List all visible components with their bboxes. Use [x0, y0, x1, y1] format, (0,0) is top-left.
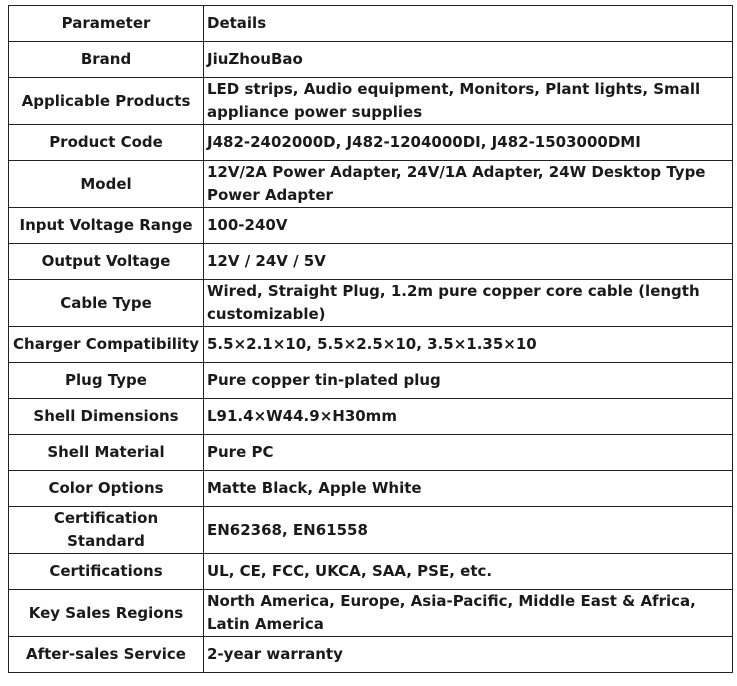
table-row: [9, 161, 733, 208]
table-row: [9, 435, 733, 471]
header-details: Details: [204, 6, 733, 42]
row-param: Plug Type: [9, 363, 204, 399]
table-row: [9, 244, 733, 280]
row-param: After-sales Service: [9, 637, 204, 673]
table-row: [9, 327, 733, 363]
row-details: 12V / 24V / 5V: [204, 244, 733, 280]
table-row: [9, 399, 733, 435]
row-param: Input Voltage Range: [9, 208, 204, 244]
table-row: [9, 125, 733, 161]
row-details: 100-240V: [204, 208, 733, 244]
table-row: [9, 280, 733, 327]
header-parameter: Parameter: [9, 6, 204, 42]
table-row: [9, 637, 733, 673]
row-details: JiuZhouBao: [204, 42, 733, 78]
table-row: [9, 42, 733, 78]
table-row: [9, 363, 733, 399]
row-details: LED strips, Audio equipment, Monitors, Plant lights, Small appliance power supplies: [204, 78, 733, 125]
row-details: Wired, Straight Plug, 1.2m pure copper core cable (length customizable): [204, 280, 733, 327]
row-param: Brand: [9, 42, 204, 78]
spec-table: [8, 5, 733, 673]
table-row: [9, 554, 733, 590]
row-details: Pure PC: [204, 435, 733, 471]
row-details: 5.5×2.1×10, 5.5×2.5×10, 3.5×1.35×10: [204, 327, 733, 363]
row-param: Shell Dimensions: [9, 399, 204, 435]
table-row: [9, 471, 733, 507]
row-param: Model: [9, 161, 204, 208]
table-row: [9, 78, 733, 125]
row-details: UL, CE, FCC, UKCA, SAA, PSE, etc.: [204, 554, 733, 590]
row-details: EN62368, EN61558: [204, 507, 733, 554]
row-param: Output Voltage: [9, 244, 204, 280]
row-param: Certification Standard: [9, 507, 204, 554]
row-details: J482-2402000D, J482-1204000DI, J482-1503000DMI: [204, 125, 733, 161]
table-row: [9, 507, 733, 554]
row-details: Pure copper tin-plated plug: [204, 363, 733, 399]
row-param: Certifications: [9, 554, 204, 590]
row-param: Product Code: [9, 125, 204, 161]
row-param: Charger Compatibility: [9, 327, 204, 363]
row-param: Shell Material: [9, 435, 204, 471]
row-details: 12V/2A Power Adapter, 24V/1A Adapter, 24W Desktop Type Power Adapter: [204, 161, 733, 208]
row-param: Key Sales Regions: [9, 590, 204, 637]
table-header-row: [9, 6, 733, 42]
row-param: Color Options: [9, 471, 204, 507]
row-param: Cable Type: [9, 280, 204, 327]
row-details: 2-year warranty: [204, 637, 733, 673]
row-details: North America, Europe, Asia-Pacific, Middle East & Africa, Latin America: [204, 590, 733, 637]
row-details: L91.4×W44.9×H30mm: [204, 399, 733, 435]
row-param: Applicable Products: [9, 78, 204, 125]
row-details: Matte Black, Apple White: [204, 471, 733, 507]
table-row: [9, 590, 733, 637]
table-row: [9, 208, 733, 244]
